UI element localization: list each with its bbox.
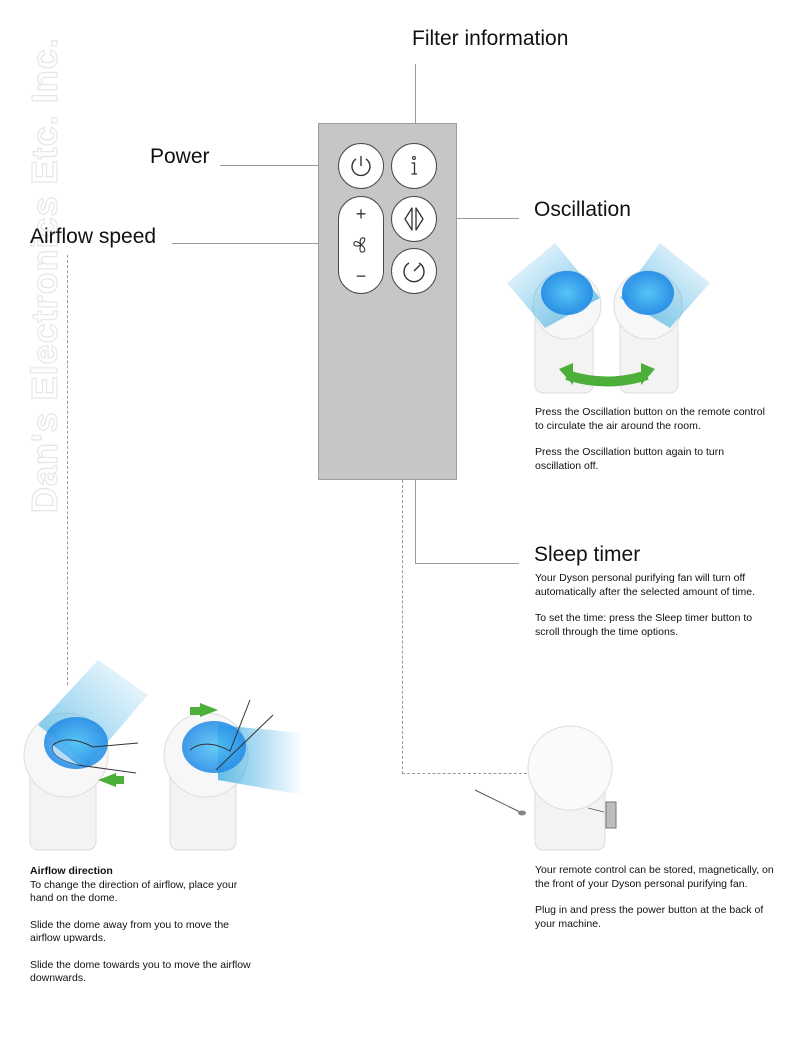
label-airflow-speed: Airflow speed [30,225,157,248]
connector-sleep-h [415,563,519,564]
timer-icon [400,257,428,285]
connector-filter [415,64,416,123]
oscillation-text-1: Press the Oscillation button on the remote control to circulate the air around the room. [535,406,765,432]
storage-text-2: Plug in and press the power button at the back of your machine. [535,904,764,930]
fan-icon [350,234,372,256]
info-button[interactable] [391,143,437,189]
connector-airflow-speed [172,243,318,244]
minus-icon: − [355,266,367,286]
speed-button[interactable] [338,196,384,294]
airflow-direction-heading: Airflow direction [30,865,113,877]
airflow-direction-illustration [18,655,308,855]
storage-description [535,864,775,944]
connector-oscillation [457,218,519,219]
oscillation-icon [400,205,428,233]
plus-icon: + [355,204,367,224]
airflow-direction-text-2: Slide the dome away from you to move the airflow upwards. [30,918,230,944]
airflow-direction-text-3: Slide the dome towards you to move the airflow downwards. [30,958,251,984]
dashed-storage-v [402,480,403,774]
label-sleep-timer: Sleep timer [534,543,641,566]
label-oscillation: Oscillation [534,198,631,221]
info-icon [401,153,427,179]
sleep-timer-description [535,572,770,652]
storage-illustration [470,720,640,855]
airflow-direction-description [30,865,260,999]
storage-text-1: Your remote control can be stored, magnetically, on the front of your Dyson personal purifying fan. [535,864,774,890]
airflow-direction-text-1: To change the direction of airflow, place your hand on the dome. [30,878,238,904]
power-button[interactable] [338,143,384,189]
oscillation-illustration [505,243,715,403]
label-power: Power [150,145,210,168]
connector-sleep-v [415,480,416,563]
watermark: Dan's Electronics Etc. Inc. [24,37,65,513]
sleep-timer-text-2: To set the time: press the Sleep timer button to scroll through the time options. [535,612,753,638]
power-icon [348,153,374,179]
oscillation-button[interactable] [391,196,437,242]
oscillation-description [535,406,770,486]
oscillation-text-2: Press the Oscillation button again to turn oscillation off. [535,446,725,472]
sleep-timer-button[interactable] [391,248,437,294]
label-filter-information: Filter information [412,27,569,50]
dashed-airflow [67,255,68,685]
sleep-timer-text-1: Your Dyson personal purifying fan will turn off automatically after the selected amount of time. [535,572,756,598]
remote-control [318,123,457,480]
connector-power [220,165,318,166]
